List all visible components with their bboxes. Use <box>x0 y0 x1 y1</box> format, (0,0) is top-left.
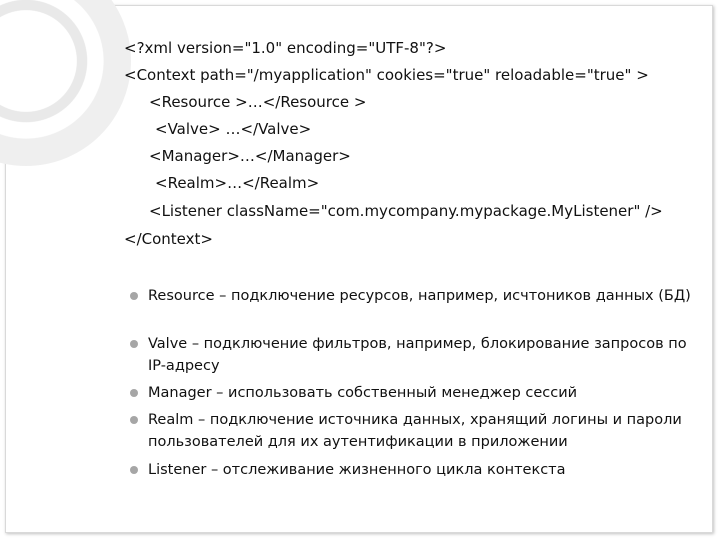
bullet-item-listener: Listener – отслеживание жизненного цикла контекста <box>148 462 566 478</box>
code-line-xml-declaration: <?xml version="1.0" encoding="UTF-8"?> <box>124 39 447 57</box>
code-line-listener: <Listener className="com.mycompany.mypackage.MyListener" /> <box>149 202 663 220</box>
bullet-dot-icon <box>130 466 138 474</box>
code-line-valve: <Valve> …</Valve> <box>155 120 312 138</box>
code-line-context-close: </Context> <box>124 230 213 248</box>
bullet-item-realm: Realm – подключение источника данных, хранящий логины и пароли пользователей для их аутентификации в приложении <box>148 412 682 450</box>
bullet-dot-icon <box>130 292 138 300</box>
decorative-circle <box>0 0 131 166</box>
bullet-dot-icon <box>130 340 138 348</box>
slide-frame <box>5 5 713 533</box>
code-line-resource: <Resource >…</Resource > <box>149 93 367 111</box>
bullet-item-resource: Resource – подключение ресурсов, например, исчтоников данных (БД) <box>148 288 691 304</box>
code-line-realm: <Realm>…</Realm> <box>155 174 320 192</box>
bullet-dot-icon <box>130 389 138 397</box>
bullet-dot-icon <box>130 416 138 424</box>
bullet-item-valve: Valve – подключение фильтров, например, блокирование запросов по IP-адресу <box>148 336 687 374</box>
code-line-context-open: <Context path="/myapplication" cookies="true" reloadable="true" > <box>124 66 649 84</box>
bullet-item-manager: Manager – использовать собственный менеджер сессий <box>148 385 578 401</box>
code-line-manager: <Manager>…</Manager> <box>149 147 351 165</box>
